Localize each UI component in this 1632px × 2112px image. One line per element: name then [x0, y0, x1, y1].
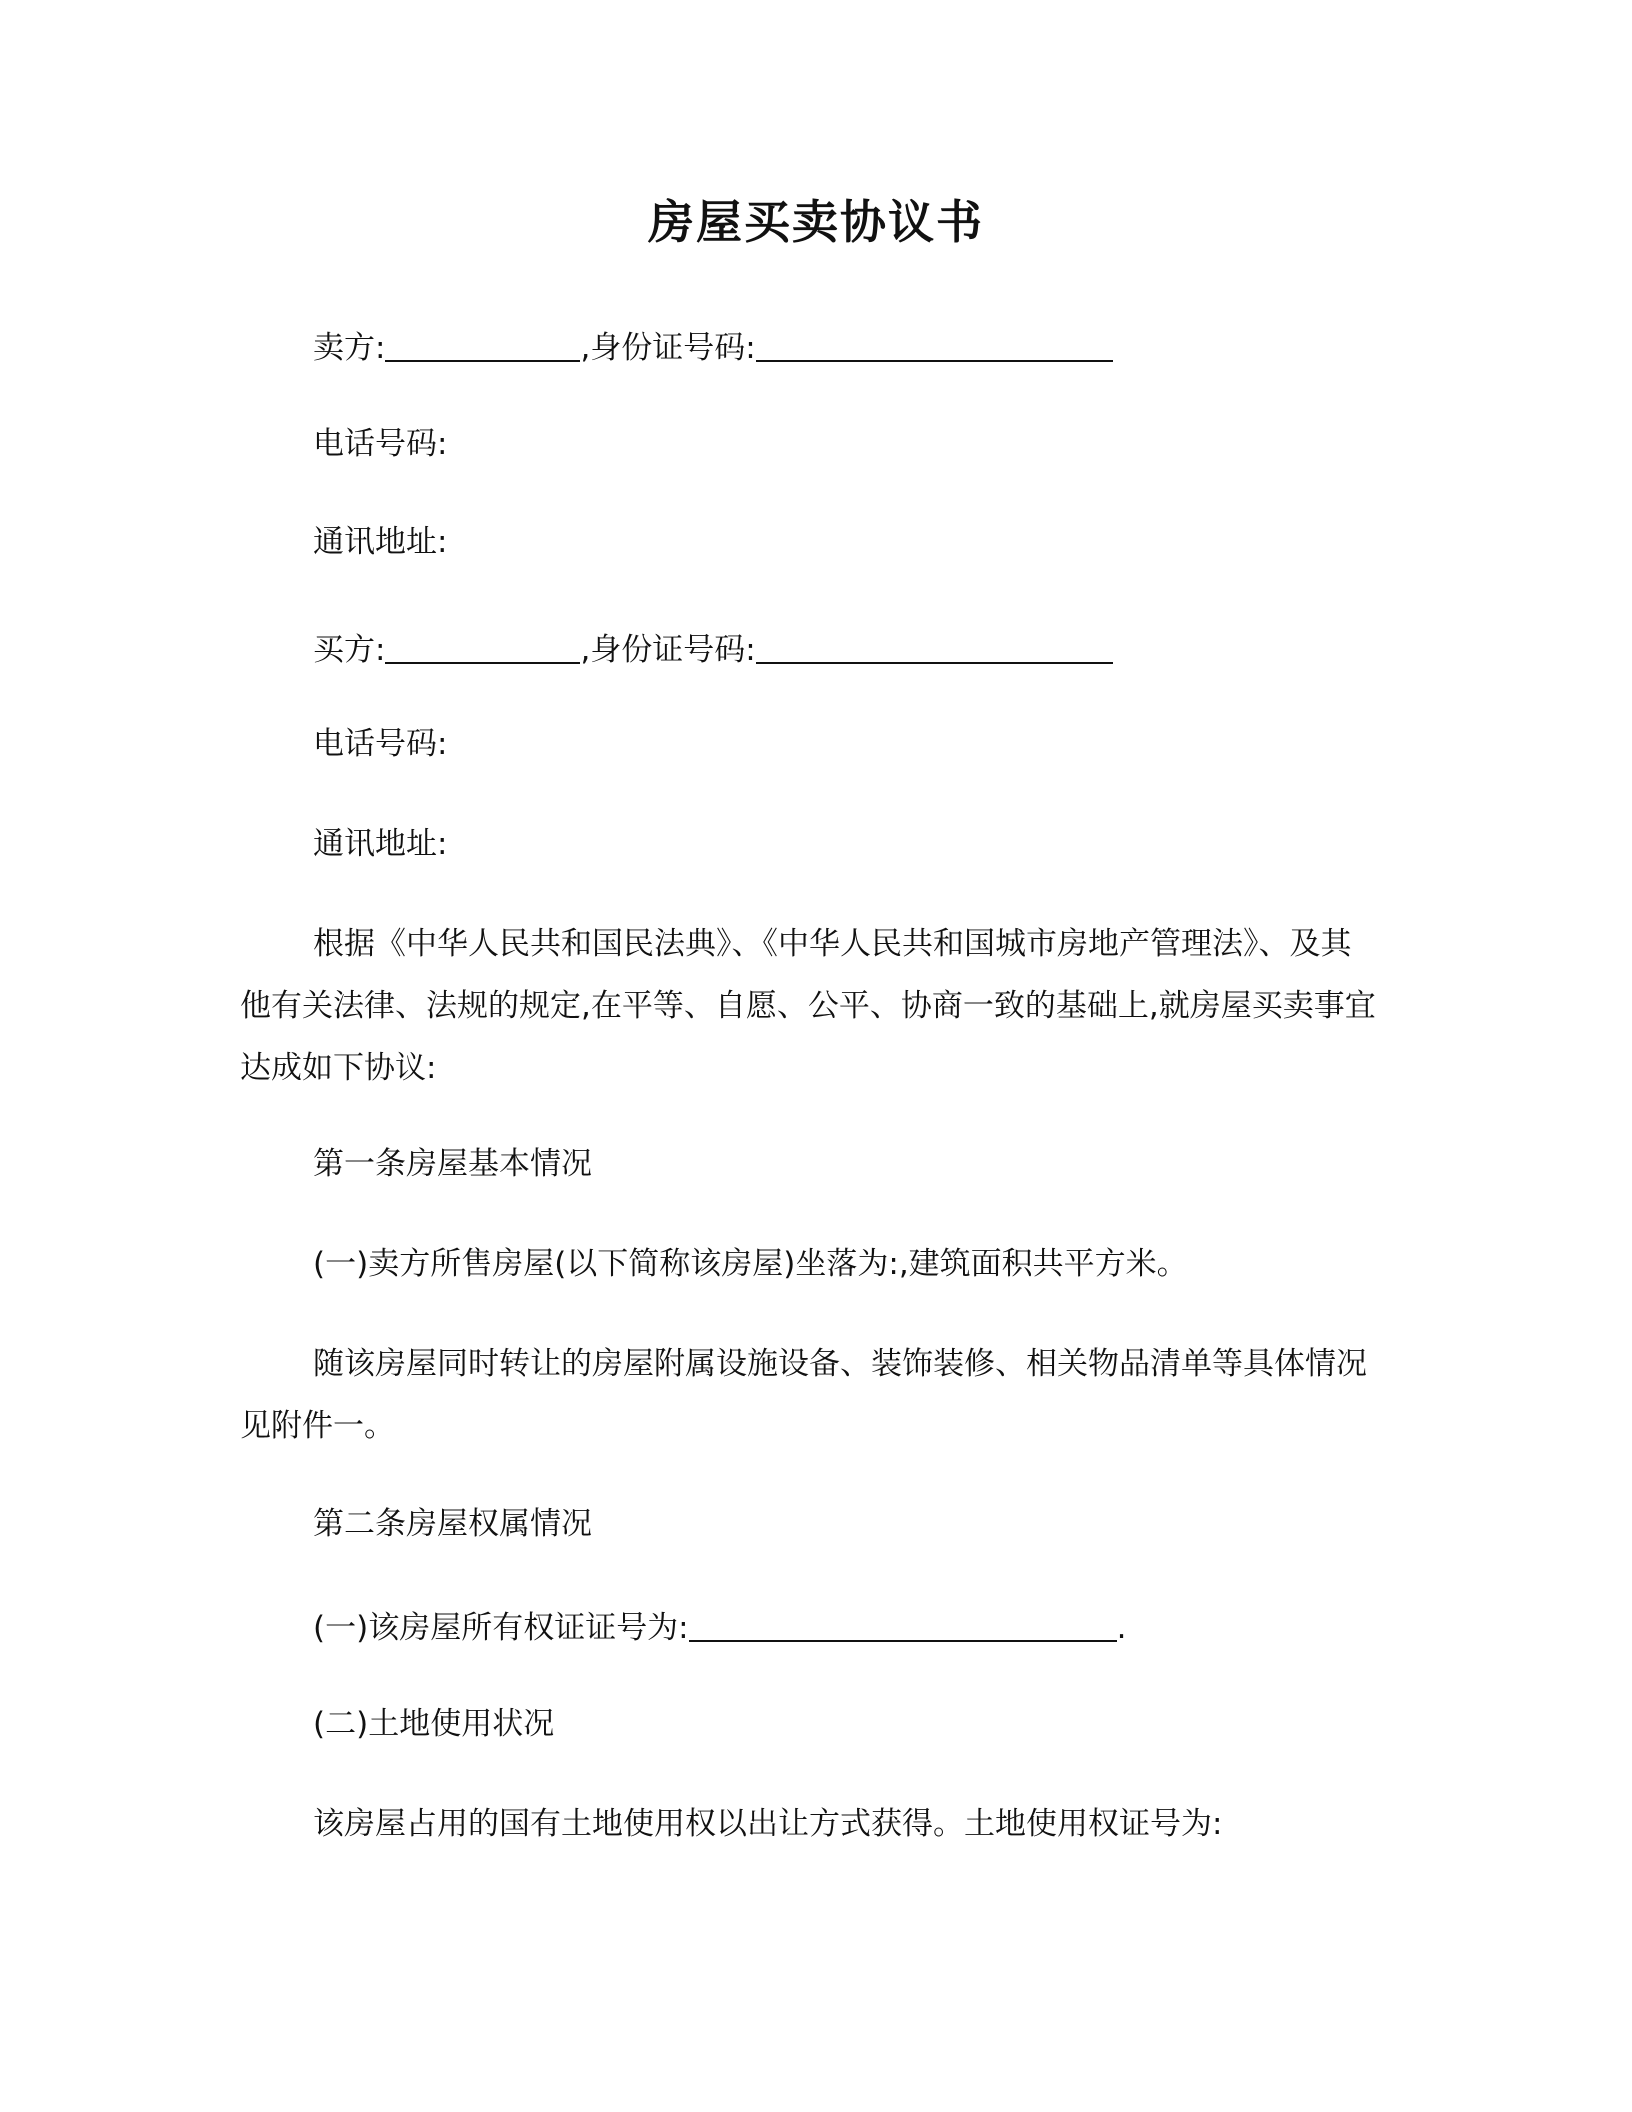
article2-item1-line	[313, 1606, 1127, 1650]
buyer-label: 买方:	[313, 632, 386, 668]
document-title: 房屋买卖协议书	[648, 195, 984, 249]
seller-phone-line: 电话号码:	[313, 426, 448, 462]
buyer-id-label: ,身份证号码:	[580, 632, 756, 668]
certificate-number-end: .	[1116, 1610, 1127, 1646]
seller-label: 卖方:	[313, 330, 386, 366]
buyer-id-blank	[756, 632, 1113, 664]
article2-item2-text: 该房屋占用的国有土地使用权以出让方式获得。土地使用权证号为:	[313, 1806, 1223, 1842]
seller-line	[313, 326, 1113, 370]
buyer-phone-line: 电话号码:	[313, 726, 448, 762]
buyer-line	[313, 628, 1113, 672]
buyer-name-blank	[385, 632, 580, 664]
certificate-number-label: (一)该房屋所有权证证号为:	[313, 1610, 689, 1646]
seller-name-blank	[385, 330, 580, 362]
certificate-number-blank	[689, 1610, 1117, 1642]
seller-id-label: ,身份证号码:	[580, 330, 756, 366]
article1-heading: 第一条房屋基本情况	[313, 1146, 592, 1182]
seller-address-line: 通讯地址:	[313, 524, 448, 560]
article1-item1: (一)卖方所售房屋(以下简称该房屋)坐落为:,建筑面积共平方米。	[313, 1246, 1188, 1282]
buyer-address-line: 通讯地址:	[313, 826, 448, 862]
article2-heading: 第二条房屋权属情况	[313, 1506, 592, 1542]
article2-item2-heading: (二)土地使用状况	[313, 1706, 555, 1742]
article1-item2: 随该房屋同时转让的房屋附属设施设备、装饰装修、相关物品清单等具体情况见附件一。	[240, 1346, 1367, 1444]
preamble-paragraph: 根据《中华人民共和国民法典》、《中华人民共和国城市房地产管理法》、及其他有关法律、法规的规定,在平等、自愿、公平、协商一致的基础上,就房屋买卖事宜达成如下协议:	[240, 926, 1376, 1086]
seller-id-blank	[756, 330, 1113, 362]
